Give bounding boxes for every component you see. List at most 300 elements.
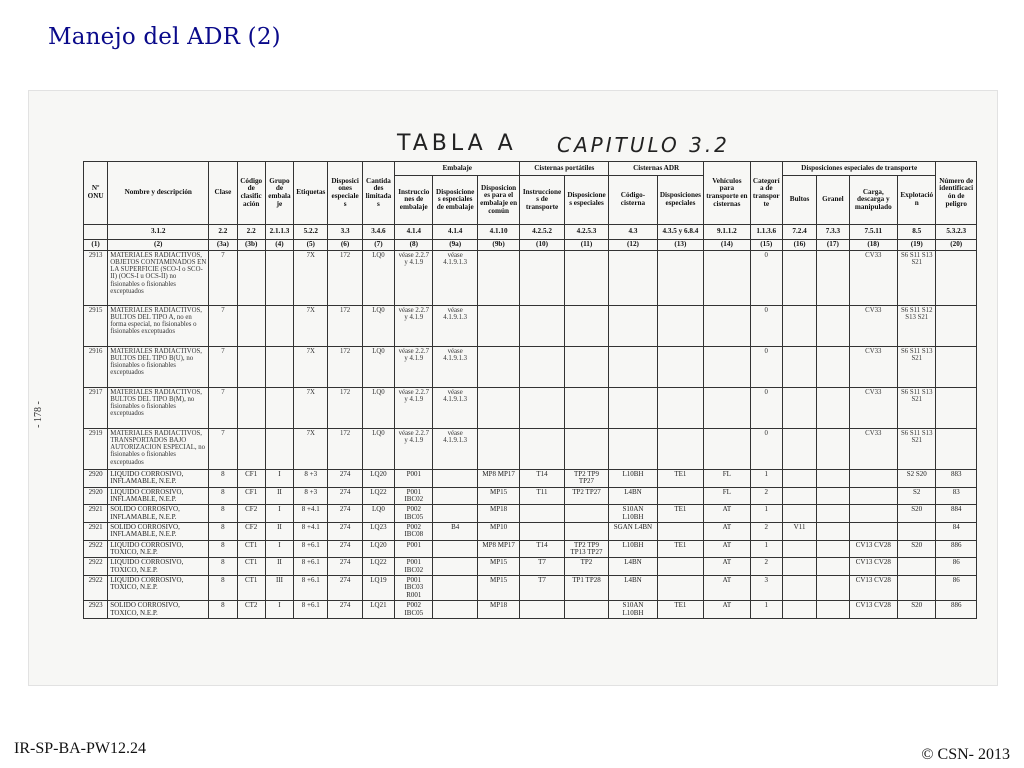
table-cell	[237, 251, 265, 306]
header-carga: Carga, descarga y manipulado	[849, 176, 897, 225]
table-cell: P001 IBC02	[395, 558, 433, 576]
table-cell: 274	[328, 505, 362, 523]
table-cell	[609, 429, 657, 470]
table-row	[84, 540, 977, 558]
table-cell: P002 IBC08	[395, 523, 433, 541]
table-cell	[564, 601, 608, 619]
table-cell	[817, 388, 849, 429]
table-cell: 2919	[84, 429, 108, 470]
table-cell: 0	[750, 251, 782, 306]
table-cell	[817, 523, 849, 541]
reference-cell: 4.3	[609, 225, 657, 240]
table-cell: LQ0	[362, 505, 394, 523]
table-cell	[782, 306, 816, 347]
table-cell	[817, 470, 849, 488]
table-cell: CF1	[237, 487, 265, 505]
table-cell	[520, 347, 564, 388]
table-cell: AT	[704, 576, 750, 601]
table-cell	[564, 523, 608, 541]
reference-cell: 3.3	[328, 225, 362, 240]
table-row	[84, 505, 977, 523]
table-cell	[898, 576, 936, 601]
table-cell: SGAN L4BN	[609, 523, 657, 541]
table-cell	[817, 540, 849, 558]
footer-reference: IR-SP-BA-PW12.24	[14, 740, 147, 757]
table-cell: 1	[750, 540, 782, 558]
table-cell: 2	[750, 558, 782, 576]
table-cell: S2	[898, 487, 936, 505]
column-number-cell: (11)	[564, 240, 608, 251]
column-number-cell: (1)	[84, 240, 108, 251]
header-codigo: Código de clasificación	[237, 162, 265, 225]
table-cell	[520, 601, 564, 619]
table-cell	[657, 388, 703, 429]
column-number-cell: (9b)	[477, 240, 519, 251]
table-cell	[520, 388, 564, 429]
column-number-cell: (3b)	[237, 240, 265, 251]
table-cell	[898, 523, 936, 541]
table-row	[84, 429, 977, 470]
table-cell: MATERIALES RADIACTIVOS, BULTOS DEL TIPO B(U), no fisionables o fisionables exceptuados	[108, 347, 209, 388]
table-cell: MATERIALES RADIACTIVOS, OBJETOS CONTAMINADOS EN LA SUPERFICIE (SCO-I o SCO-II) (OCS-I u OCS-II) no fisionables o fisionables exceptuados	[108, 251, 209, 306]
table-cell: P001 IBC03 R001	[395, 576, 433, 601]
table-cell	[477, 347, 519, 388]
header-disp-especiales-embalaje: Disposiciones especiales de embalaje	[433, 176, 477, 225]
table-cell	[609, 388, 657, 429]
table-cell: LIQUIDO CORROSIVO, TOXICO, N.E.P.	[108, 576, 209, 601]
chapter-label: CAPITULO 3.2	[557, 133, 730, 157]
table-cell: MP8 MP17	[477, 470, 519, 488]
header-explotacion: Explotación	[898, 176, 936, 225]
column-number-cell: (13)	[657, 240, 703, 251]
page-number: - 178 -	[32, 401, 44, 428]
table-cell: véase 2.2.7 y 4.1.9	[395, 347, 433, 388]
slide-title: Manejo del ADR (2)	[48, 24, 281, 50]
header-numero-peligro: Número de identificación de peligro	[936, 162, 977, 225]
header-clase: Clase	[209, 162, 237, 225]
table-cell: 274	[328, 470, 362, 488]
table-row	[84, 470, 977, 488]
table-cell: 2922	[84, 540, 108, 558]
table-cell: 883	[936, 470, 977, 488]
table-cell: 8	[209, 470, 237, 488]
scanned-document	[28, 90, 998, 686]
reference-cell: 7.3.3	[817, 225, 849, 240]
table-cell: CF1	[237, 470, 265, 488]
table-cell: 8	[209, 558, 237, 576]
table-cell: 7X	[294, 429, 328, 470]
table-cell: 8 +4.1	[294, 523, 328, 541]
table-cell	[477, 251, 519, 306]
table-cell: 2916	[84, 347, 108, 388]
adr-table	[83, 161, 977, 619]
table-body	[84, 251, 977, 619]
table-cell: 83	[936, 487, 977, 505]
table-cell	[817, 347, 849, 388]
table-cell: MP10	[477, 523, 519, 541]
table-cell: MP15	[477, 558, 519, 576]
table-cell	[520, 306, 564, 347]
table-cell	[704, 306, 750, 347]
table-cell	[704, 251, 750, 306]
header-onu: Nº ONU	[84, 162, 108, 225]
table-cell: MATERIALES RADIACTIVOS, TRANSPORTADOS BAJO AUTORIZACION ESPECIAL, no fisionables o fisionables exceptuados	[108, 429, 209, 470]
table-cell	[657, 576, 703, 601]
table-cell: SOLIDO CORROSIVO, INFLAMABLE, N.E.P.	[108, 523, 209, 541]
table-cell	[433, 470, 477, 488]
table-cell: S6 S11 S13 S21	[898, 429, 936, 470]
table-cell: 172	[328, 429, 362, 470]
table-cell	[782, 429, 816, 470]
table-cell	[477, 429, 519, 470]
table-cell: T7	[520, 558, 564, 576]
table-cell	[657, 487, 703, 505]
table-cell	[237, 306, 265, 347]
table-cell: 274	[328, 601, 362, 619]
table-cell: LIQUIDO CORROSIVO, INFLAMABLE, N.E.P.	[108, 487, 209, 505]
header-group-embalaje: Embalaje	[395, 162, 520, 176]
table-cell: LIQUIDO CORROSIVO, TOXICO, N.E.P.	[108, 540, 209, 558]
table-cell	[936, 388, 977, 429]
table-cell	[564, 429, 608, 470]
table-cell: T14	[520, 540, 564, 558]
header-bultos: Bultos	[782, 176, 816, 225]
table-cell	[782, 251, 816, 306]
table-cell: 7	[209, 429, 237, 470]
table-cell: S6 S11 S13 S21	[898, 347, 936, 388]
column-number-cell: (4)	[265, 240, 293, 251]
table-cell	[849, 505, 897, 523]
table-cell	[782, 347, 816, 388]
header-categoria: Categoría de transporte	[750, 162, 782, 225]
column-number-cell: (3a)	[209, 240, 237, 251]
table-cell: TP2	[564, 558, 608, 576]
table-cell	[782, 487, 816, 505]
table-cell	[817, 306, 849, 347]
reference-cell: 5.2.2	[294, 225, 328, 240]
reference-cell: 3.1.2	[108, 225, 209, 240]
header-group-cisternas-portatiles: Cisternas portátiles	[520, 162, 609, 176]
column-number-cell: (2)	[108, 240, 209, 251]
reference-cell: 4.2.5.2	[520, 225, 564, 240]
table-cell: CV33	[849, 251, 897, 306]
table-cell: II	[265, 487, 293, 505]
table-cell	[520, 251, 564, 306]
table-cell	[564, 251, 608, 306]
table-cell	[936, 347, 977, 388]
table-cell: S20	[898, 601, 936, 619]
table-cell	[782, 601, 816, 619]
table-cell: 7	[209, 251, 237, 306]
table-cell: LIQUIDO CORROSIVO, TOXICO, N.E.P.	[108, 558, 209, 576]
table-cell: T14	[520, 470, 564, 488]
table-cell	[782, 470, 816, 488]
table-cell: CV13 CV28	[849, 601, 897, 619]
table-cell: AT	[704, 558, 750, 576]
table-cell: véase 4.1.9.1.3	[433, 251, 477, 306]
column-number-cell: (5)	[294, 240, 328, 251]
table-row	[84, 388, 977, 429]
table-cell: 7X	[294, 251, 328, 306]
header-grupo: Grupo de embalaje	[265, 162, 293, 225]
table-cell: véase 2.2.7 y 4.1.9	[395, 429, 433, 470]
table-cell: 8 +6.1	[294, 558, 328, 576]
table-cell: MP15	[477, 576, 519, 601]
table-cell: LQ0	[362, 347, 394, 388]
table-cell: LQ0	[362, 251, 394, 306]
table-cell	[782, 540, 816, 558]
table-row	[84, 558, 977, 576]
table-cell: FL	[704, 470, 750, 488]
table-cell: MP15	[477, 487, 519, 505]
table-cell: 172	[328, 347, 362, 388]
table-cell	[477, 306, 519, 347]
table-cell: S2 S20	[898, 470, 936, 488]
header-group-row	[84, 162, 977, 176]
table-cell: AT	[704, 505, 750, 523]
table-cell: 2921	[84, 505, 108, 523]
table-cell: SOLIDO CORROSIVO, TOXICO, N.E.P.	[108, 601, 209, 619]
table-cell: 2915	[84, 306, 108, 347]
table-cell	[817, 558, 849, 576]
table-cell	[849, 487, 897, 505]
column-number-cell: (20)	[936, 240, 977, 251]
table-cell: véase 2.2.7 y 4.1.9	[395, 388, 433, 429]
table-cell: 8 +3	[294, 487, 328, 505]
column-number-cell: (8)	[395, 240, 433, 251]
table-cell	[520, 523, 564, 541]
table-cell: 0	[750, 347, 782, 388]
header-group-disposiciones-transporte: Disposiciones especiales de transporte	[782, 162, 936, 176]
column-number-cell: (12)	[609, 240, 657, 251]
table-cell	[609, 347, 657, 388]
header-disposiciones: Disposiciones especiales	[328, 162, 362, 225]
reference-cell: 2.1.1.3	[265, 225, 293, 240]
table-cell: II	[265, 558, 293, 576]
table-cell: TE1	[657, 540, 703, 558]
reference-cell: 2.2	[209, 225, 237, 240]
header-reference-row	[84, 225, 977, 240]
table-cell	[609, 251, 657, 306]
table-cell: 8	[209, 601, 237, 619]
table-cell	[782, 576, 816, 601]
table-cell: L10BH	[609, 540, 657, 558]
table-cell: LQ0	[362, 429, 394, 470]
table-cell	[657, 523, 703, 541]
table-cell	[936, 306, 977, 347]
reference-cell: 4.1.4	[433, 225, 477, 240]
table-cell: CT1	[237, 540, 265, 558]
table-cell: véase 4.1.9.1.3	[433, 347, 477, 388]
table-cell: CV33	[849, 429, 897, 470]
reference-cell: 5.3.2.3	[936, 225, 977, 240]
table-cell	[657, 347, 703, 388]
table-cell: L4BN	[609, 576, 657, 601]
table-row	[84, 306, 977, 347]
table-cell: S10AN L10BH	[609, 505, 657, 523]
table-cell	[609, 306, 657, 347]
table-cell: 886	[936, 540, 977, 558]
table-cell: 2922	[84, 558, 108, 576]
table-cell: L4BN	[609, 487, 657, 505]
reference-cell: 7.5.11	[849, 225, 897, 240]
reference-cell	[84, 225, 108, 240]
table-cell	[849, 470, 897, 488]
header-group-cisternas-adr: Cisternas ADR	[609, 162, 704, 176]
table-cell: LQ20	[362, 470, 394, 488]
table-cell: CF2	[237, 523, 265, 541]
reference-cell: 4.1.4	[395, 225, 433, 240]
table-cell: CT1	[237, 558, 265, 576]
table-cell: 7X	[294, 347, 328, 388]
table-cell: 274	[328, 558, 362, 576]
header-disp-especiales-portatiles: Disposiciones especiales	[564, 176, 608, 225]
table-cell: V11	[782, 523, 816, 541]
table-cell	[564, 347, 608, 388]
table-cell: 8	[209, 523, 237, 541]
table-cell: LQ21	[362, 601, 394, 619]
header-instrucciones-embalaje: Instrucciones de embalaje	[395, 176, 433, 225]
header-number-row	[84, 240, 977, 251]
table-cell	[433, 487, 477, 505]
reference-cell: 4.1.10	[477, 225, 519, 240]
table-cell: S6 S11 S13 S21	[898, 388, 936, 429]
table-cell: TE1	[657, 601, 703, 619]
table-cell: LQ20	[362, 540, 394, 558]
table-cell: I	[265, 470, 293, 488]
table-cell: 2913	[84, 251, 108, 306]
table-cell: véase 2.2.7 y 4.1.9	[395, 251, 433, 306]
table-cell	[657, 251, 703, 306]
table-cell: 8	[209, 540, 237, 558]
table-cell	[657, 558, 703, 576]
column-number-cell: (14)	[704, 240, 750, 251]
table-cell	[657, 306, 703, 347]
table-cell	[520, 429, 564, 470]
table-cell: P001	[395, 540, 433, 558]
table-cell: 7	[209, 388, 237, 429]
table-cell: CV33	[849, 347, 897, 388]
table-label: TABLA A	[397, 131, 517, 156]
table-cell: 8 +4.1	[294, 505, 328, 523]
table-cell	[817, 429, 849, 470]
table-cell: I	[265, 540, 293, 558]
table-cell	[265, 251, 293, 306]
table-cell	[265, 429, 293, 470]
table-cell	[704, 388, 750, 429]
table-cell: 0	[750, 388, 782, 429]
table-cell: S20	[898, 540, 936, 558]
table-cell: TP2 TP9 TP27	[564, 470, 608, 488]
table-cell: 7	[209, 347, 237, 388]
table-cell: TE1	[657, 505, 703, 523]
column-number-cell: (10)	[520, 240, 564, 251]
column-number-cell: (6)	[328, 240, 362, 251]
table-cell: 86	[936, 558, 977, 576]
header-cantidades: Cantidades limitadas	[362, 162, 394, 225]
table-cell: LQ0	[362, 306, 394, 347]
table-cell: 274	[328, 540, 362, 558]
column-number-cell: (7)	[362, 240, 394, 251]
table-cell: S10AN L10BH	[609, 601, 657, 619]
table-cell: P001 IBC02	[395, 487, 433, 505]
table-cell: 7X	[294, 388, 328, 429]
table-cell: AT	[704, 540, 750, 558]
table-cell: 2920	[84, 487, 108, 505]
table-cell: 1	[750, 470, 782, 488]
table-cell	[817, 251, 849, 306]
table-row	[84, 523, 977, 541]
table-cell: SOLIDO CORROSIVO, INFLAMABLE, N.E.P.	[108, 505, 209, 523]
table-row	[84, 347, 977, 388]
header-vehiculos: Vehículos para transporte en cisternas	[704, 162, 750, 225]
reference-cell: 4.2.5.3	[564, 225, 608, 240]
table-cell: 1	[750, 505, 782, 523]
table-cell	[564, 306, 608, 347]
table-cell: AT	[704, 601, 750, 619]
table-cell	[433, 576, 477, 601]
header-granel: Granel	[817, 176, 849, 225]
table-cell: TP1 TP28	[564, 576, 608, 601]
table-cell: 2922	[84, 576, 108, 601]
table-cell: MP18	[477, 505, 519, 523]
header-etiquetas: Etiquetas	[294, 162, 328, 225]
header-instrucciones-transporte: Instrucciones de transporte	[520, 176, 564, 225]
table-cell: 8	[209, 487, 237, 505]
table-row	[84, 487, 977, 505]
table-cell	[477, 388, 519, 429]
table-cell: 274	[328, 487, 362, 505]
table-cell: CV33	[849, 388, 897, 429]
header-embalaje-comun: Disposiciones para el embalaje en común	[477, 176, 519, 225]
table-cell: véase 4.1.9.1.3	[433, 306, 477, 347]
table-cell	[704, 429, 750, 470]
table-cell	[237, 347, 265, 388]
table-cell: 7	[209, 306, 237, 347]
table-cell	[433, 558, 477, 576]
table-cell	[704, 347, 750, 388]
table-cell: I	[265, 505, 293, 523]
table-cell: II	[265, 523, 293, 541]
table-cell: CV13 CV28	[849, 540, 897, 558]
table-cell: LQ0	[362, 388, 394, 429]
table-cell	[817, 601, 849, 619]
table-cell: CV13 CV28	[849, 576, 897, 601]
table-cell: 84	[936, 523, 977, 541]
table-cell	[564, 505, 608, 523]
reference-cell: 4.3.5 y 6.8.4	[657, 225, 703, 240]
table-cell: MP18	[477, 601, 519, 619]
table-cell: 172	[328, 251, 362, 306]
reference-cell: 7.2.4	[782, 225, 816, 240]
reference-cell: 8.5	[898, 225, 936, 240]
table-cell	[433, 505, 477, 523]
table-row	[84, 576, 977, 601]
table-cell: I	[265, 601, 293, 619]
table-cell: CT1	[237, 576, 265, 601]
table-cell: L4BN	[609, 558, 657, 576]
reference-cell: 2.2	[237, 225, 265, 240]
table-cell: III	[265, 576, 293, 601]
table-cell: CV33	[849, 306, 897, 347]
table-row	[84, 251, 977, 306]
table-cell: 274	[328, 523, 362, 541]
table-cell: 274	[328, 576, 362, 601]
table-cell	[782, 558, 816, 576]
table-cell	[817, 505, 849, 523]
table-cell: TP2 TP9 TP13 TP27	[564, 540, 608, 558]
table-cell: 172	[328, 388, 362, 429]
